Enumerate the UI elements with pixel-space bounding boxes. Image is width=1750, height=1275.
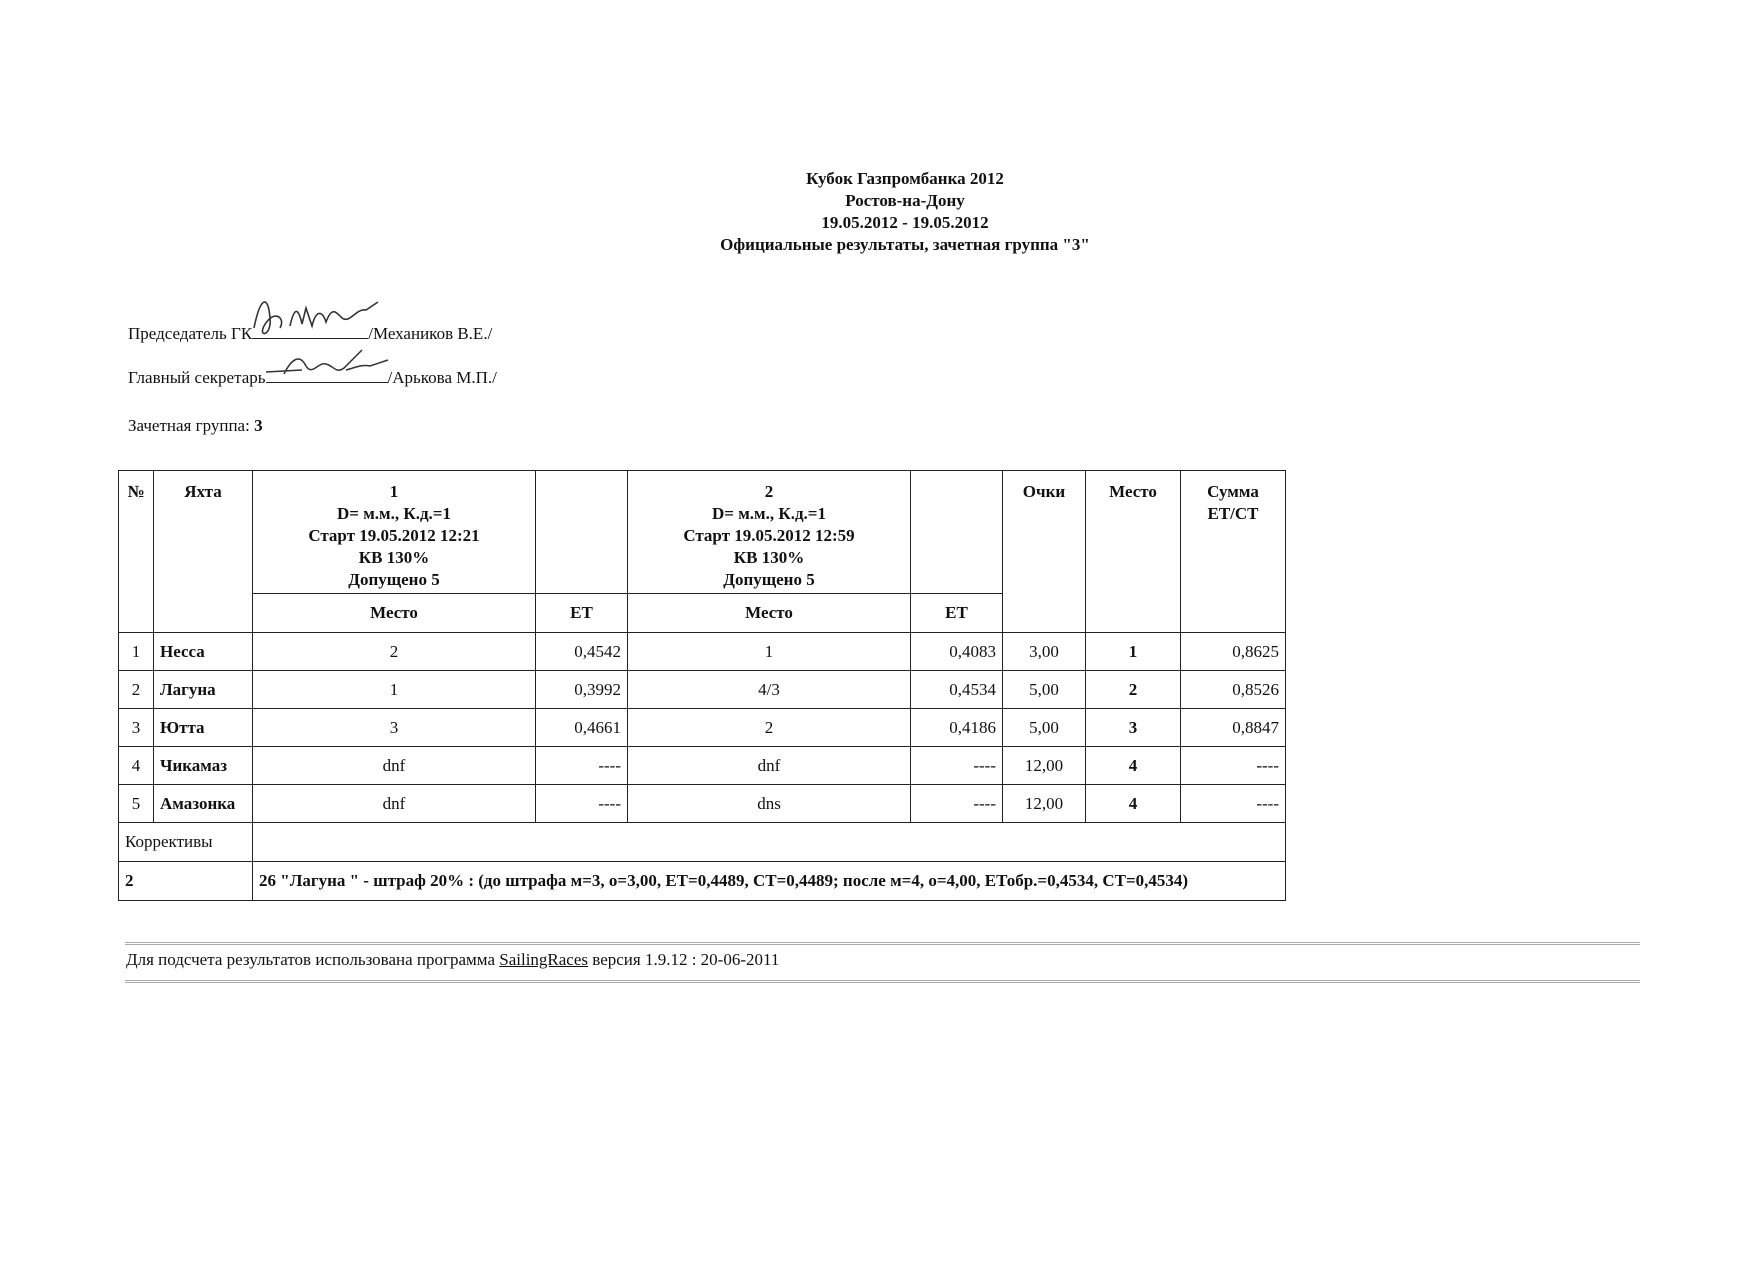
row-no: 3 xyxy=(119,709,154,747)
row-no: 4 xyxy=(119,747,154,785)
race1-admitted: Допущено 5 xyxy=(348,570,440,589)
col-sum-header xyxy=(1181,471,1286,633)
row-r1-et: 0,4661 xyxy=(536,709,628,747)
secretary-signature xyxy=(266,366,388,383)
footer-rule-bottom xyxy=(125,980,1640,983)
row-sum: 0,8847 xyxy=(1181,709,1286,747)
race1-start: Старт 19.05.2012 12:21 xyxy=(308,526,480,545)
row-r1-place: 3 xyxy=(253,709,536,747)
row-r1-et: 0,3992 xyxy=(536,671,628,709)
row-no: 2 xyxy=(119,671,154,709)
row-r2-et: 0,4083 xyxy=(911,633,1003,671)
row-r2-et: ---- xyxy=(911,747,1003,785)
table-row xyxy=(119,671,1286,709)
table-row xyxy=(119,747,1286,785)
row-r2-place: 1 xyxy=(628,633,911,671)
document-header xyxy=(0,168,1750,256)
race2-distance: D= м.м., К.д.=1 xyxy=(712,504,826,523)
row-yacht: Амазонка xyxy=(154,785,253,823)
group-value: 3 xyxy=(254,416,263,435)
header-row xyxy=(119,471,1286,594)
race1-et-subheader: ЕТ xyxy=(536,594,628,633)
row-r2-place: 2 xyxy=(628,709,911,747)
row-r2-et: 0,4186 xyxy=(911,709,1003,747)
row-r1-place: dnf xyxy=(253,785,536,823)
row-r1-place: 1 xyxy=(253,671,536,709)
row-yacht: Несса xyxy=(154,633,253,671)
race1-header xyxy=(253,471,536,594)
row-r1-et: ---- xyxy=(536,785,628,823)
row-no: 1 xyxy=(119,633,154,671)
row-r2-place: dns xyxy=(628,785,911,823)
col-points-header: Очки xyxy=(1003,471,1086,633)
corrections-blank xyxy=(253,823,1286,862)
row-sum: ---- xyxy=(1181,785,1286,823)
col-place-header: Место xyxy=(1086,471,1181,633)
race2-header xyxy=(628,471,911,594)
row-place: 2 xyxy=(1086,671,1181,709)
secretary-signature-line xyxy=(128,366,497,389)
row-points: 12,00 xyxy=(1003,785,1086,823)
sum-header-line1: Сумма xyxy=(1207,482,1259,501)
row-r1-place: dnf xyxy=(253,747,536,785)
corrections-row xyxy=(119,823,1286,862)
row-r2-place: dnf xyxy=(628,747,911,785)
sum-header-line2: ЕТ/СТ xyxy=(1207,504,1259,523)
correction-text: 26 "Лагуна " - штраф 20% : (до штрафа м=3, о=3,00, ЕТ=0,4489, СТ=0,4489; после м=4, о=4,00, ЕТобр.=0,4534, СТ=0,4534) xyxy=(253,862,1286,901)
correction-race: 2 xyxy=(119,862,253,901)
chair-signature xyxy=(252,322,368,339)
col-no-header: № xyxy=(119,471,154,633)
event-dates: 19.05.2012 - 19.05.2012 xyxy=(821,213,989,232)
row-place: 4 xyxy=(1086,785,1181,823)
event-location: Ростов-на-Дону xyxy=(845,191,965,210)
col-yacht-header: Яхта xyxy=(154,471,253,633)
table-row xyxy=(119,633,1286,671)
row-yacht: Чикамаз xyxy=(154,747,253,785)
row-place: 4 xyxy=(1086,747,1181,785)
race1-kv: КВ 130% xyxy=(358,548,430,567)
row-no: 5 xyxy=(119,785,154,823)
secretary-name: /Арькова М.П./ xyxy=(387,368,497,387)
race2-et-blank xyxy=(911,471,1003,594)
row-points: 5,00 xyxy=(1003,709,1086,747)
footer-suffix: версия 1.9.12 : 20-06-2011 xyxy=(592,950,780,969)
race2-admitted: Допущено 5 xyxy=(723,570,815,589)
signature-scribble xyxy=(246,288,396,348)
row-r2-place: 4/3 xyxy=(628,671,911,709)
race1-distance: D= м.м., К.д.=1 xyxy=(337,504,451,523)
table-row xyxy=(119,709,1286,747)
footer-note xyxy=(126,950,779,970)
chair-label: Председатель ГК xyxy=(128,324,253,343)
row-place: 1 xyxy=(1086,633,1181,671)
race2-number: 2 xyxy=(764,482,774,501)
row-points: 3,00 xyxy=(1003,633,1086,671)
group-label: Зачетная группа: xyxy=(128,416,250,435)
row-r2-et: ---- xyxy=(911,785,1003,823)
correction-entry-row xyxy=(119,862,1286,901)
secretary-label: Главный секретарь xyxy=(128,368,266,387)
program-link[interactable]: SailingRaces xyxy=(499,950,589,969)
row-points: 12,00 xyxy=(1003,747,1086,785)
signature-scribble xyxy=(262,340,402,390)
row-yacht: Ютта xyxy=(154,709,253,747)
row-yacht: Лагуна xyxy=(154,671,253,709)
table-row xyxy=(119,785,1286,823)
row-r2-et: 0,4534 xyxy=(911,671,1003,709)
footer-rule-top xyxy=(125,942,1640,945)
row-sum: 0,8625 xyxy=(1181,633,1286,671)
race2-kv: КВ 130% xyxy=(733,548,805,567)
race1-place-subheader: Место xyxy=(253,594,536,633)
row-place: 3 xyxy=(1086,709,1181,747)
race1-number: 1 xyxy=(389,482,399,501)
race2-et-subheader: ЕТ xyxy=(911,594,1003,633)
race1-et-blank xyxy=(536,471,628,594)
footer-prefix: Для подсчета результатов использована программа xyxy=(126,950,495,969)
row-r1-et: 0,4542 xyxy=(536,633,628,671)
chair-name: /Механиков В.Е./ xyxy=(368,324,493,343)
event-title: Кубок Газпромбанка 2012 xyxy=(806,169,1004,188)
row-sum: 0,8526 xyxy=(1181,671,1286,709)
row-sum: ---- xyxy=(1181,747,1286,785)
corrections-label: Коррективы xyxy=(119,823,253,862)
race2-place-subheader: Место xyxy=(628,594,911,633)
row-points: 5,00 xyxy=(1003,671,1086,709)
group-line xyxy=(128,416,263,436)
row-r1-place: 2 xyxy=(253,633,536,671)
results-title: Официальные результаты, зачетная группа "3" xyxy=(720,235,1090,254)
results-table xyxy=(118,470,1286,901)
race2-start: Старт 19.05.2012 12:59 xyxy=(683,526,855,545)
row-r1-et: ---- xyxy=(536,747,628,785)
